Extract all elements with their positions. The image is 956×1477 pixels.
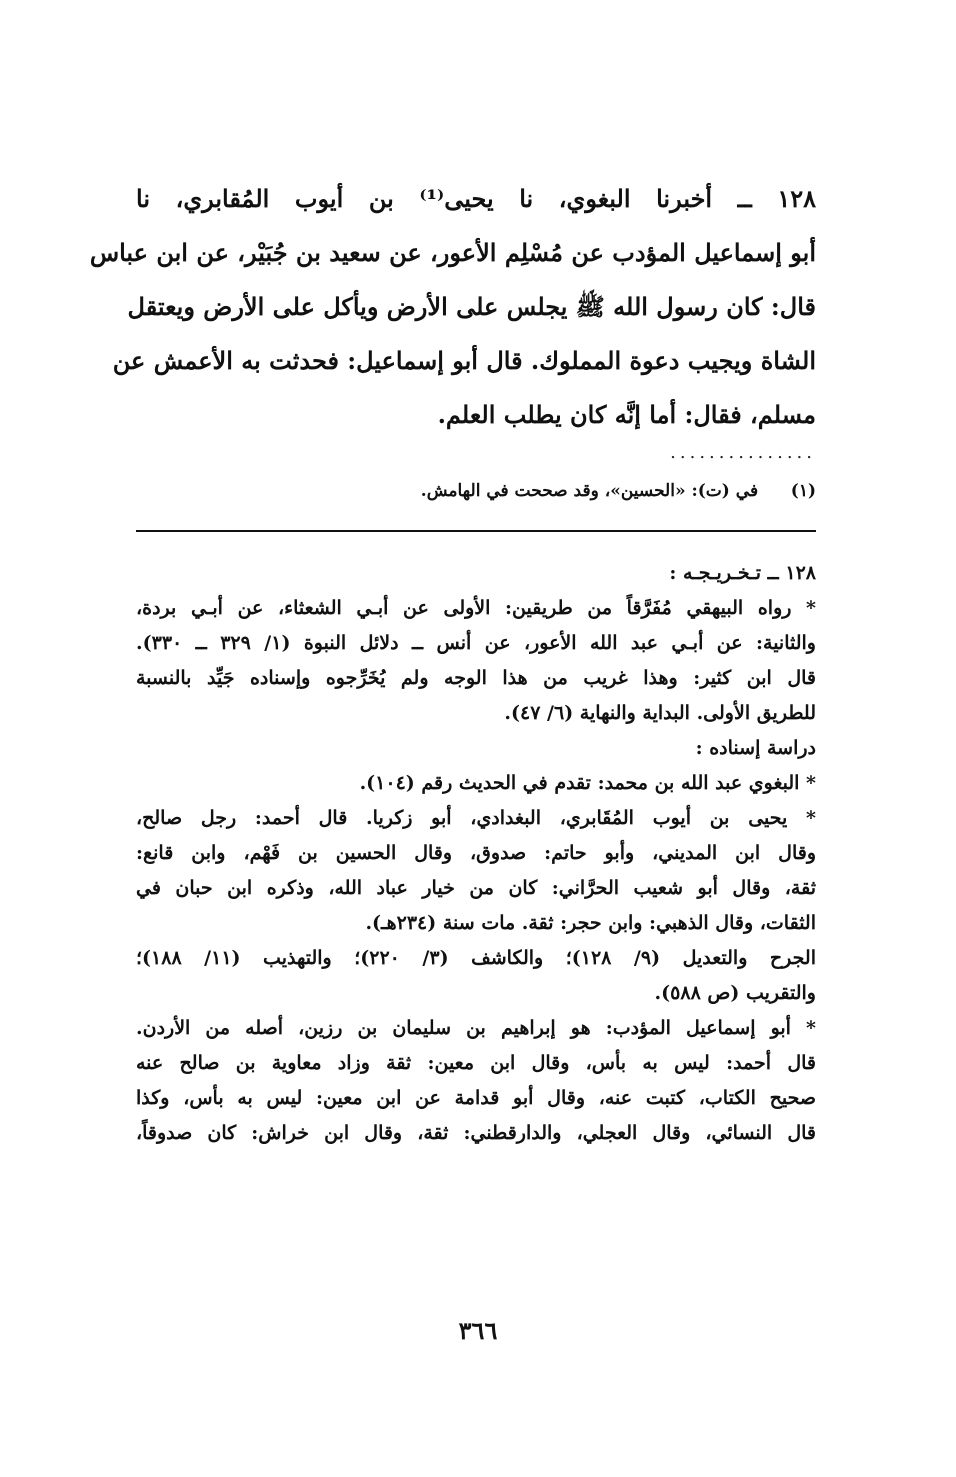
footnote-number: (١) (790, 481, 816, 501)
takhrij-line: والثانية: عن أبـي عبد الله الأعور، عن أنس ــ دلائل النبوة (١/ ٣٢٩ ــ ٣٣٠). (136, 632, 816, 654)
takhrij-line: الجرح والتعديل (٩/ ١٢٨)؛ والكاشف (٣/ ٢٢٠)؛ والتهذيب (١١/ ١٨٨)؛ (136, 947, 816, 969)
takhrij-line: * البغوي عبد الله بن محمد: تقدم في الحديث رقم (١٠٤). (359, 772, 816, 794)
hadith-line: الشاة ويجيب دعوة المملوك. قال أبو إسماعيل: فحدثت به الأعمش عن (112, 346, 816, 375)
isnad-study-heading: دراسة إسناده : (695, 737, 816, 759)
hadith-text (89, 172, 816, 442)
takhrij-line: * أبو إسماعيل المؤدب: هو إبراهيم بن سليمان بن رزين، أصله من الأردن. (136, 1017, 816, 1039)
takhrij-section (136, 556, 816, 1151)
takhrij-line: صحيح الكتاب، كتبت عنه، وقال أبو قدامة عن ابن معين: ليس به بأس، وكذا (136, 1087, 816, 1109)
takhrij-line: ثقة، وقال أبو شعيب الحرَّاني: كان من خيار عباد الله، وذكره ابن حبان في (136, 877, 816, 899)
takhrij-line: للطريق الأولى. البداية والنهاية (٦/ ٤٧). (504, 702, 816, 724)
takhrij-line: وقال ابن المديني، وأبو حاتم: صدوق، وقال الحسين بن فَهْم، وابن قانع: (136, 842, 816, 864)
footnote-text: في (ت): «الحسين»، وقد صححت في الهامش. (420, 481, 759, 501)
takhrij-line: * رواه البيهقي مُفَرَّقاً من طريقين: الأولى عن أبـي الشعثاء، عن أبـي بردة، (136, 597, 816, 619)
takhrij-line: قال ابن كثير: وهذا غريب من هذا الوجه ولم يُخَرِّجوه وإسناده جَيِّد بالنسبة (136, 667, 816, 689)
takhrij-line: * يحيى بن أيوب المُقَابري، البغدادي، أبو زكريا. قال أحمد: رجل صالح، (136, 807, 816, 829)
hadith-line: أبو إسماعيل المؤدب عن مُسْلِم الأعور، عن سعيد بن جُبَيْر، عن ابن عباس (89, 238, 816, 267)
footnote-separator-dots: ............... (670, 442, 816, 463)
takhrij-heading: ١٢٨ ــ تـخـريـجـه : (669, 562, 816, 584)
footnote (136, 478, 816, 504)
takhrij-line: والتقريب (ص ٥٨٨). (654, 982, 816, 1004)
hadith-line: ١٢٨ ــ أخبرنا البغوي، نا يحيى⁽¹⁾ بن أيوب المُقابري، نا (136, 184, 816, 213)
page-number: ٣٦٦ (458, 1316, 498, 1345)
section-divider (136, 530, 816, 532)
takhrij-line: قال النسائي، وقال العجلي، والدارقطني: ثقة، وقال ابن خراش: كان صدوقاً، (136, 1122, 816, 1144)
takhrij-line: قال أحمد: ليس به بأس، وقال ابن معين: ثقة وزاد معاوية بن صالح عنه (136, 1052, 816, 1074)
hadith-line: مسلم، فقال: أما إنَّه كان يطلب العلم. (437, 400, 816, 429)
hadith-line: قال: كان رسول الله ﷺ يجلس على الأرض ويأكل على الأرض ويعتقل (127, 292, 816, 321)
takhrij-line: الثقات، وقال الذهبي: وابن حجر: ثقة. مات سنة (٢٣٤هـ). (365, 912, 816, 934)
